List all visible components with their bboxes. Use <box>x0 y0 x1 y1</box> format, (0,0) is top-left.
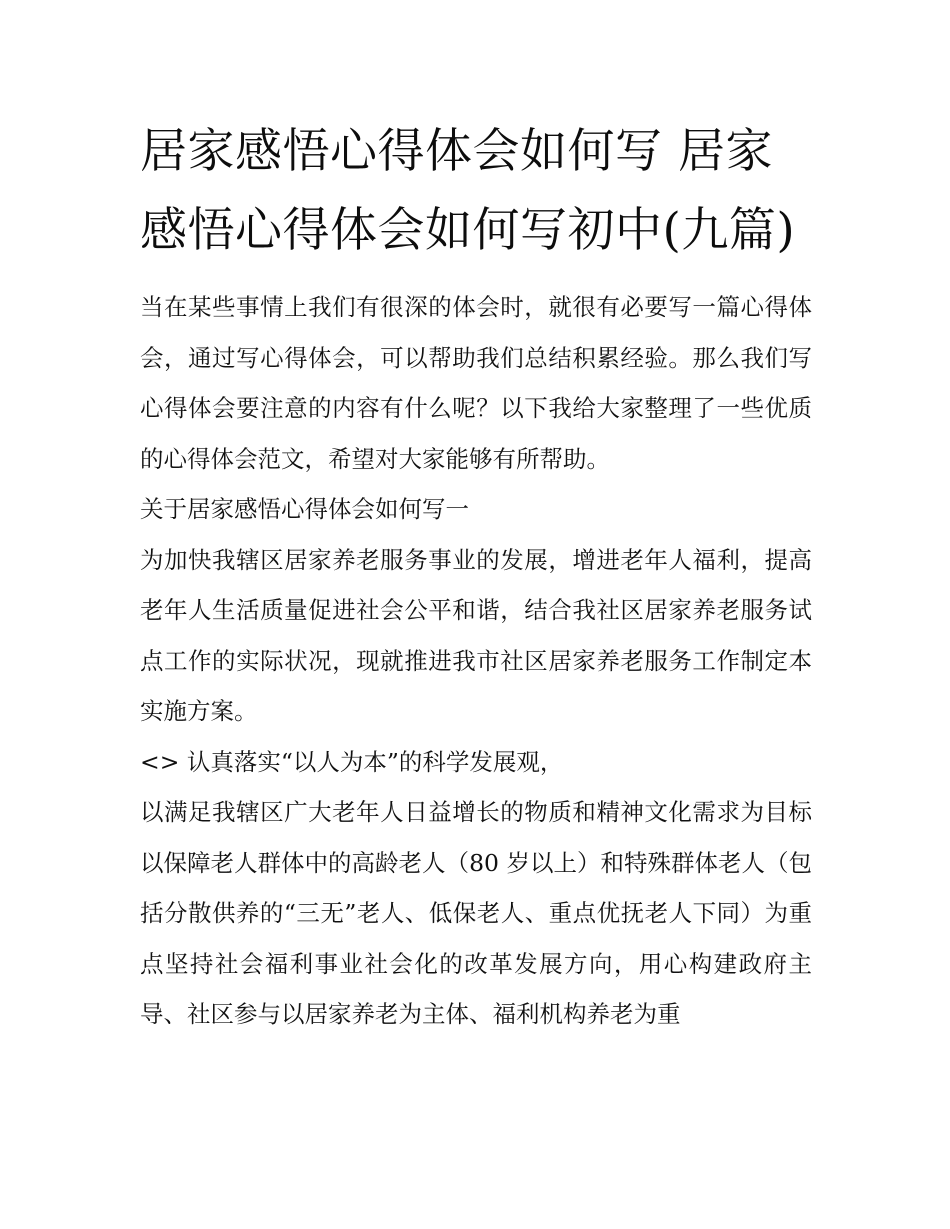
intro-paragraph: 当在某些事情上我们有很深的体会时，就很有必要写一篇心得体会，通过写心得体会，可以帮助我们总结积累经验。那么我们写心得体会要注意的内容有什么呢？以下我给大家整理了一些优质的心得体会范文，希望对大家能够有所帮助。 <box>140 293 812 473</box>
document-page <box>140 112 812 1040</box>
body-paragraph: <> 认真落实“以人为本”的科学发展观， <box>140 747 564 776</box>
document-body <box>140 282 812 1040</box>
document-title: 居家感悟心得体会如何写 居家感悟心得体会如何写初中(九篇) <box>140 124 796 258</box>
body-paragraph: 以满足我辖区广大老年人日益增长的物质和精神文化需求为目标以保障老人群体中的高龄老人（80 岁以上）和特殊群体老人（包括分散供养的“三无”老人、低保老人、重点优抚老人下同）为重点坚持社会福利事业社会化的改革发展方向，用心构建政府主导、社区参与以居家养老为主体、福利机构养老为重 <box>140 798 812 1028</box>
body-paragraph: 为加快我辖区居家养老服务事业的发展，增进老年人福利，提高老年人生活质量促进社会公平和谐，结合我社区居家养老服务试点工作的实际状况，现就推进我市社区居家养老服务工作制定本实施方案。 <box>140 545 812 725</box>
section-heading: 关于居家感悟心得体会如何写一 <box>140 495 469 523</box>
